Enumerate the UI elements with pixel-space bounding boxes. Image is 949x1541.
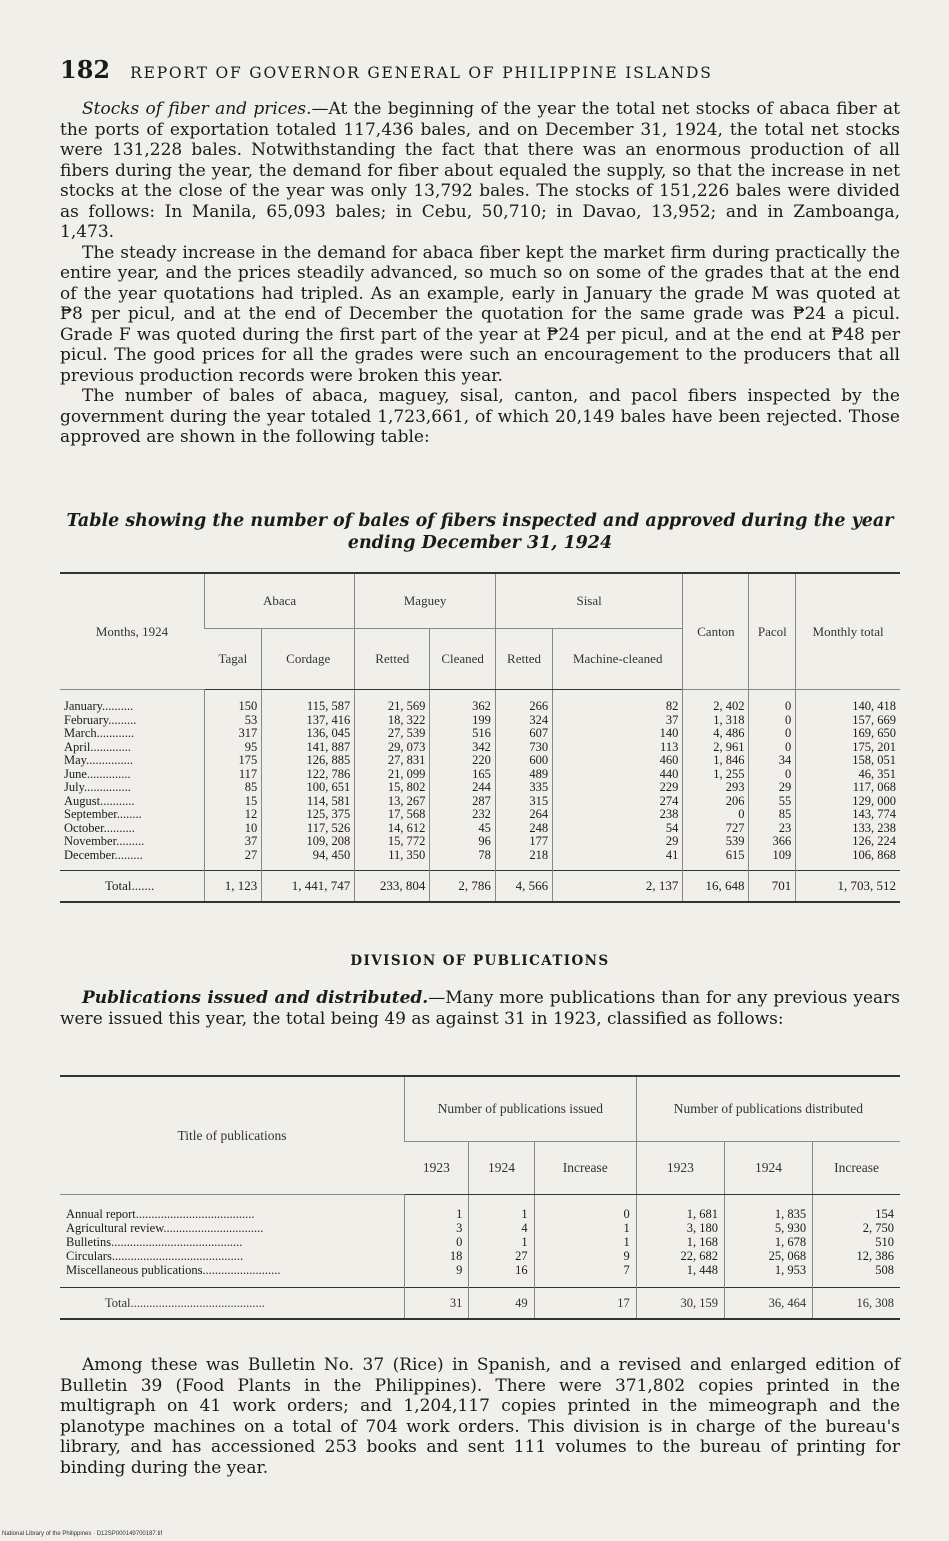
table1-cell: 106, 868 bbox=[796, 849, 900, 871]
table1-cell: 366 bbox=[749, 835, 796, 849]
table-row bbox=[60, 808, 900, 822]
table1-cell: 29 bbox=[749, 781, 796, 795]
table-row bbox=[60, 741, 900, 755]
table2-cell: 1 bbox=[405, 1195, 469, 1222]
table2-row-label: Bulletins.......................................... bbox=[66, 1235, 243, 1249]
table2-cell: 2, 750 bbox=[813, 1221, 900, 1235]
table1-cell: 10 bbox=[205, 822, 262, 836]
page-number: 182 bbox=[60, 55, 111, 84]
paragraph-publications-text: —Many more publications than for any previous years were issued this year, the total being 49 as against 31 in 1923, classified as follows: bbox=[60, 988, 900, 1029]
table2-cell: 1, 168 bbox=[636, 1235, 724, 1249]
table2-row-label: Miscellaneous publications......................... bbox=[66, 1263, 281, 1277]
table1-cell: 29, 073 bbox=[355, 741, 430, 755]
fiber-bales-table bbox=[60, 572, 900, 903]
table1-cell: 115, 587 bbox=[262, 690, 355, 714]
table1-cell: 0 bbox=[749, 727, 796, 741]
paragraph-stocks-text: —At the beginning of the year the total net stocks of abaca fiber at the ports of exportation totaled 117,436 bales, and on December 31, 1924, the total net stocks were 131,228 bales. Notwithstanding the fact that there was an enormous production of all fibers during the year, the demand for fiber about equaled the supply, so that the increase in net stocks at the close of the year was only 13,792 bales. The stocks of 151,226 bales were divided as follows: In Manila, 65,093 bales; in Cebu, 50,710; in Davao, 13,952; and in Zamboanga, 1,473. bbox=[60, 99, 900, 242]
table1-cell: 0 bbox=[749, 714, 796, 728]
table1-cell: 158, 051 bbox=[796, 754, 900, 768]
table2-cell: 49 bbox=[469, 1288, 534, 1320]
scan-credit: National Library of the Philippines · D12SP000149700187.tif bbox=[2, 1531, 163, 1537]
table2-total-label: Total........................................... bbox=[60, 1288, 405, 1320]
table-row bbox=[60, 727, 900, 741]
col-canton: Canton bbox=[683, 573, 749, 690]
table1-cell: 1, 318 bbox=[683, 714, 749, 728]
table2-cell: 1 bbox=[469, 1195, 534, 1222]
table1-cell: 293 bbox=[683, 781, 749, 795]
paragraph-stocks-lead: Stocks of fiber and prices. bbox=[82, 99, 312, 119]
table-row bbox=[60, 1195, 900, 1222]
table1-row-label: April............. bbox=[64, 739, 132, 754]
closing-section bbox=[60, 1355, 900, 1478]
table2-cell: 5, 930 bbox=[724, 1221, 812, 1235]
publications-table-total-row bbox=[60, 1288, 900, 1320]
table2-cell: 16 bbox=[469, 1263, 534, 1288]
table1-cell: 220 bbox=[430, 754, 496, 768]
table1-cell: 1, 441, 747 bbox=[262, 871, 355, 903]
table1-caption-line2: ending December 31, 1924 bbox=[347, 533, 613, 553]
col-machine-cleaned: Machine-cleaned bbox=[553, 629, 683, 690]
table-row bbox=[60, 768, 900, 782]
table1-cell: 46, 351 bbox=[796, 768, 900, 782]
table1-cell: 342 bbox=[430, 741, 496, 755]
table1-row-label: August........... bbox=[64, 793, 135, 808]
table2-cell: 30, 159 bbox=[636, 1288, 724, 1320]
table1-cell: 1, 703, 512 bbox=[796, 871, 900, 903]
col-distributed-1924: 1924 bbox=[724, 1142, 812, 1195]
table1-cell: 15, 772 bbox=[355, 835, 430, 849]
table1-cell: 85 bbox=[749, 808, 796, 822]
col-pacol: Pacol bbox=[749, 573, 796, 690]
table1-cell: 15, 802 bbox=[355, 781, 430, 795]
paragraph-publications bbox=[60, 988, 900, 1029]
table1-cell: 165 bbox=[430, 768, 496, 782]
table1-cell: 2, 137 bbox=[553, 871, 683, 903]
table1-cell: 114, 581 bbox=[262, 795, 355, 809]
table1-cell: 143, 774 bbox=[796, 808, 900, 822]
col-maguey-retted: Retted bbox=[355, 629, 430, 690]
table1-cell: 264 bbox=[495, 808, 552, 822]
table-row bbox=[60, 795, 900, 809]
table-row bbox=[60, 1235, 900, 1249]
table-row bbox=[60, 690, 900, 714]
table2-row-label: Circulars.......................................... bbox=[66, 1249, 244, 1263]
table1-cell: 126, 224 bbox=[796, 835, 900, 849]
publications-intro bbox=[60, 988, 900, 1029]
table1-cell: 266 bbox=[495, 690, 552, 714]
table-row bbox=[60, 1263, 900, 1288]
table1-cell: 27 bbox=[205, 849, 262, 871]
paragraph-stocks bbox=[60, 99, 900, 243]
col-cordage: Cordage bbox=[262, 629, 355, 690]
table1-cell: 615 bbox=[683, 849, 749, 871]
paragraph-closing: Among these was Bulletin No. 37 (Rice) in Spanish, and a revised and enlarged edition of Bulletin 39 (Food Plants in the Philippines). There were 371,802 copies printed in the multigraph on 41 work orders; and 1,204,117 copies printed in the mimeograph and the planotype machines on a total of 704 work orders. This division is in charge of the bureau's library, and has accessioned 253 books and sent 111 volumes to the bureau of printing for binding during the year. bbox=[60, 1355, 900, 1478]
table2-cell: 22, 682 bbox=[636, 1249, 724, 1263]
table1-cell: 34 bbox=[749, 754, 796, 768]
table1-cell: 175, 201 bbox=[796, 741, 900, 755]
table1-cell: 218 bbox=[495, 849, 552, 871]
table1-cell: 177 bbox=[495, 835, 552, 849]
table1-cell: 460 bbox=[553, 754, 683, 768]
table1-cell: 4, 486 bbox=[683, 727, 749, 741]
table2-cell: 27 bbox=[469, 1249, 534, 1263]
table2-cell: 4 bbox=[469, 1221, 534, 1235]
table2-row-label: Annual report...................................... bbox=[66, 1207, 255, 1221]
table2-cell: 7 bbox=[534, 1263, 636, 1288]
table1-cell: 362 bbox=[430, 690, 496, 714]
table1-row-label: December......... bbox=[64, 847, 143, 862]
table1-cell: 730 bbox=[495, 741, 552, 755]
paragraph-demand: The steady increase in the demand for abaca fiber kept the market firm during practically the entire year, and the prices steadily advanced, so much so on some of the grades that at the end of the year quotations had tripled. As an example, early in January the grade M was quoted at ₱8 per picul, and at the end of December the quotation for the same grade was ₱24 a picul. Grade F was quoted during the first part of the year at ₱24 per picul, and at the end at ₱48 per picul. The good prices for all the grades were such an encouragement to the producers that all previous production records were broken this year. bbox=[60, 242, 900, 386]
table1-cell: 157, 669 bbox=[796, 714, 900, 728]
table1-cell: 607 bbox=[495, 727, 552, 741]
table-row bbox=[60, 754, 900, 768]
table2-cell: 508 bbox=[813, 1263, 900, 1288]
table1-cell: 29 bbox=[553, 835, 683, 849]
col-group-sisal: Sisal bbox=[495, 573, 682, 629]
fiber-table-total-row bbox=[60, 871, 900, 903]
table1-cell: 78 bbox=[430, 849, 496, 871]
table1-cell: 55 bbox=[749, 795, 796, 809]
table2-cell: 1 bbox=[534, 1221, 636, 1235]
table1-cell: 117, 068 bbox=[796, 781, 900, 795]
table1-cell: 133, 238 bbox=[796, 822, 900, 836]
table2-cell: 12, 386 bbox=[813, 1249, 900, 1263]
running-head: REPORT OF GOVERNOR GENERAL OF PHILIPPINE ISLANDS bbox=[130, 64, 713, 82]
table1-cell: 199 bbox=[430, 714, 496, 728]
table1-cell: 113 bbox=[553, 741, 683, 755]
col-distributed-increase: Increase bbox=[813, 1142, 900, 1195]
table-row bbox=[60, 781, 900, 795]
table1-cell: 169, 650 bbox=[796, 727, 900, 741]
table1-cell: 94, 450 bbox=[262, 849, 355, 871]
paragraph-publications-lead: Publications issued and distributed. bbox=[82, 988, 429, 1008]
table1-cell: 150 bbox=[205, 690, 262, 714]
table1-cell: 248 bbox=[495, 822, 552, 836]
table2-cell: 31 bbox=[405, 1288, 469, 1320]
page-header bbox=[60, 55, 840, 84]
table1-cell: 95 bbox=[205, 741, 262, 755]
table1-cell: 125, 375 bbox=[262, 808, 355, 822]
table1-cell: 335 bbox=[495, 781, 552, 795]
col-issued-1924: 1924 bbox=[469, 1142, 534, 1195]
table1-cell: 324 bbox=[495, 714, 552, 728]
table1-cell: 82 bbox=[553, 690, 683, 714]
body-intro bbox=[60, 99, 900, 448]
table1-cell: 1, 123 bbox=[205, 871, 262, 903]
table1-cell: 13, 267 bbox=[355, 795, 430, 809]
table2-cell: 3 bbox=[405, 1221, 469, 1235]
table1-cell: 315 bbox=[495, 795, 552, 809]
table1-cell: 27, 831 bbox=[355, 754, 430, 768]
table1-cell: 440 bbox=[553, 768, 683, 782]
table1-cell: 41 bbox=[553, 849, 683, 871]
table1-row-label: March............ bbox=[64, 726, 135, 740]
table2-cell: 1, 681 bbox=[636, 1195, 724, 1222]
table2-cell: 17 bbox=[534, 1288, 636, 1320]
table1-cell: 37 bbox=[553, 714, 683, 728]
table1-cell: 27, 539 bbox=[355, 727, 430, 741]
table1-cell: 0 bbox=[749, 690, 796, 714]
col-tagal: Tagal bbox=[205, 629, 262, 690]
table2-cell: 1, 835 bbox=[724, 1195, 812, 1222]
table2-cell: 1 bbox=[534, 1235, 636, 1249]
table1-caption bbox=[60, 510, 900, 554]
table-row bbox=[60, 822, 900, 836]
table1-cell: 21, 099 bbox=[355, 768, 430, 782]
table1-cell: 14, 612 bbox=[355, 822, 430, 836]
table1-cell: 140 bbox=[553, 727, 683, 741]
table1-cell: 2, 402 bbox=[683, 690, 749, 714]
table1-cell: 17, 568 bbox=[355, 808, 430, 822]
table1-cell: 727 bbox=[683, 822, 749, 836]
table1-cell: 0 bbox=[683, 808, 749, 822]
table-row bbox=[60, 849, 900, 871]
table2-cell: 3, 180 bbox=[636, 1221, 724, 1235]
col-group-issued: Number of publications issued bbox=[405, 1076, 637, 1142]
table1-cell: 126, 885 bbox=[262, 754, 355, 768]
table1-cell: 0 bbox=[749, 768, 796, 782]
table1-cell: 11, 350 bbox=[355, 849, 430, 871]
col-issued-increase: Increase bbox=[534, 1142, 636, 1195]
table1-cell: 244 bbox=[430, 781, 496, 795]
table1-cell: 129, 000 bbox=[796, 795, 900, 809]
table1-row-label: May............... bbox=[64, 753, 133, 767]
table1-cell: 233, 804 bbox=[355, 871, 430, 903]
table1-cell: 287 bbox=[430, 795, 496, 809]
col-group-maguey: Maguey bbox=[355, 573, 496, 629]
table1-caption-line1: Table showing the number of bales of fibers inspected and approved during the year bbox=[66, 511, 894, 531]
table1-cell: 701 bbox=[749, 871, 796, 903]
table1-cell: 54 bbox=[553, 822, 683, 836]
table1-cell: 238 bbox=[553, 808, 683, 822]
table2-cell: 18 bbox=[405, 1249, 469, 1263]
table-row bbox=[60, 1221, 900, 1235]
table1-cell: 53 bbox=[205, 714, 262, 728]
table1-cell: 96 bbox=[430, 835, 496, 849]
table-row bbox=[60, 714, 900, 728]
table2-cell: 16, 308 bbox=[813, 1288, 900, 1320]
paragraph-inspected: The number of bales of abaca, maguey, sisal, canton, and pacol fibers inspected by the government during the year totaled 1,723,661, of which 20,149 bales have been rejected. Those approved are shown in the following table: bbox=[60, 386, 900, 447]
table2-cell: 9 bbox=[405, 1263, 469, 1288]
table-row bbox=[60, 835, 900, 849]
table2-cell: 9 bbox=[534, 1249, 636, 1263]
table1-cell: 136, 045 bbox=[262, 727, 355, 741]
table2-cell: 510 bbox=[813, 1235, 900, 1249]
table1-cell: 229 bbox=[553, 781, 683, 795]
table2-cell: 1 bbox=[469, 1235, 534, 1249]
table1-cell: 4, 566 bbox=[495, 871, 552, 903]
table1-cell: 274 bbox=[553, 795, 683, 809]
table1-cell: 489 bbox=[495, 768, 552, 782]
col-group-abaca: Abaca bbox=[205, 573, 355, 629]
table2-cell: 1, 678 bbox=[724, 1235, 812, 1249]
fiber-table-body bbox=[60, 690, 900, 871]
table1-row-label: September........ bbox=[64, 807, 142, 821]
table1-cell: 15 bbox=[205, 795, 262, 809]
col-title: Title of publications bbox=[60, 1076, 405, 1195]
table1-row-label: November......... bbox=[64, 834, 145, 848]
table1-cell: 109, 208 bbox=[262, 835, 355, 849]
table2-cell: 0 bbox=[405, 1235, 469, 1249]
table1-cell: 122, 786 bbox=[262, 768, 355, 782]
table1-row-label: January.......... bbox=[64, 699, 134, 713]
publications-table bbox=[60, 1075, 900, 1320]
table1-cell: 206 bbox=[683, 795, 749, 809]
col-maguey-cleaned: Cleaned bbox=[430, 629, 496, 690]
table1-row-label: February......... bbox=[64, 712, 137, 727]
table1-cell: 539 bbox=[683, 835, 749, 849]
table1-cell: 109 bbox=[749, 849, 796, 871]
table1-cell: 137, 416 bbox=[262, 714, 355, 728]
table2-cell: 1, 953 bbox=[724, 1263, 812, 1288]
table2-row-label: Agricultural review................................ bbox=[66, 1221, 264, 1235]
table1-cell: 85 bbox=[205, 781, 262, 795]
table2-cell: 0 bbox=[534, 1195, 636, 1222]
table1-total-label: Total....... bbox=[60, 871, 205, 903]
table1-cell: 0 bbox=[749, 741, 796, 755]
col-group-distributed: Number of publications distributed bbox=[636, 1076, 900, 1142]
table1-row-label: October.......... bbox=[64, 820, 135, 835]
table1-cell: 117 bbox=[205, 768, 262, 782]
table1-cell: 18, 322 bbox=[355, 714, 430, 728]
col-sisal-retted: Retted bbox=[495, 629, 552, 690]
table1-cell: 2, 786 bbox=[430, 871, 496, 903]
table1-cell: 16, 648 bbox=[683, 871, 749, 903]
col-issued-1923: 1923 bbox=[405, 1142, 469, 1195]
table1-cell: 516 bbox=[430, 727, 496, 741]
table2-cell: 36, 464 bbox=[724, 1288, 812, 1320]
table1-cell: 1, 255 bbox=[683, 768, 749, 782]
table1-cell: 12 bbox=[205, 808, 262, 822]
table1-cell: 175 bbox=[205, 754, 262, 768]
table1-cell: 45 bbox=[430, 822, 496, 836]
table1-cell: 140, 418 bbox=[796, 690, 900, 714]
table1-cell: 317 bbox=[205, 727, 262, 741]
col-monthly-total: Monthly total bbox=[796, 573, 900, 690]
table1-cell: 100, 651 bbox=[262, 781, 355, 795]
table1-cell: 600 bbox=[495, 754, 552, 768]
table1-cell: 232 bbox=[430, 808, 496, 822]
table-row bbox=[60, 1249, 900, 1263]
table1-cell: 21, 569 bbox=[355, 690, 430, 714]
table1-row-label: July............... bbox=[64, 780, 131, 794]
table1-cell: 37 bbox=[205, 835, 262, 849]
table2-cell: 154 bbox=[813, 1195, 900, 1222]
col-distributed-1923: 1923 bbox=[636, 1142, 724, 1195]
table1-cell: 117, 526 bbox=[262, 822, 355, 836]
table1-cell: 1, 846 bbox=[683, 754, 749, 768]
table1-row-label: June.............. bbox=[64, 766, 131, 781]
table1-cell: 23 bbox=[749, 822, 796, 836]
table1-cell: 141, 887 bbox=[262, 741, 355, 755]
table2-cell: 1, 448 bbox=[636, 1263, 724, 1288]
table1-cell: 2, 961 bbox=[683, 741, 749, 755]
table2-cell: 25, 068 bbox=[724, 1249, 812, 1263]
section-heading: DIVISION OF PUBLICATIONS bbox=[350, 953, 610, 969]
col-months: Months, 1924 bbox=[60, 573, 205, 690]
publications-table-body bbox=[60, 1195, 900, 1288]
